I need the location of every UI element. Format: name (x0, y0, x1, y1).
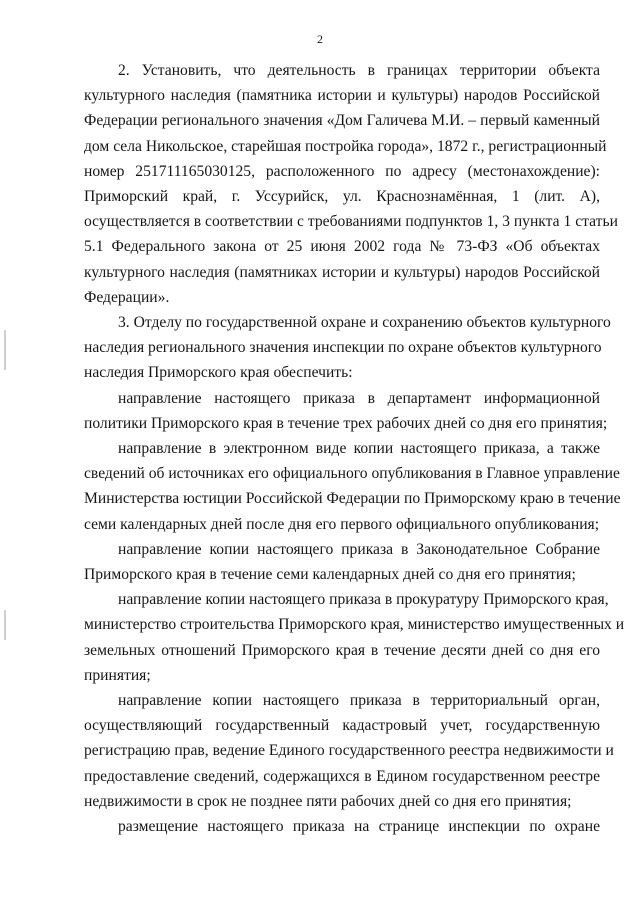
text-line: министерство строительства Приморского края, министерство имущественных и (84, 616, 625, 634)
text-line: семи календарных дней после дня его первого официального опубликования; (84, 515, 600, 533)
paragraph (84, 386, 608, 436)
scan-margin-mark (4, 610, 6, 640)
paragraph (84, 58, 618, 310)
text-line: направление копии настоящего приказа в территориальный орган, (118, 692, 600, 710)
text-line: предоставление сведений, содержащихся в Едином государственном реестре (84, 767, 600, 785)
text-line: земельных отношений Приморского края в течение десяти дней со дня его (84, 641, 600, 659)
text-line: 3. Отделу по государственной охране и сохранению объектов культурного (118, 314, 611, 332)
text-line: политики Приморского края в течение трех рабочих дней со дня его принятия; (84, 414, 608, 432)
document-body (84, 58, 625, 839)
text-line: наследия Приморского края обеспечить: (84, 364, 353, 382)
text-line: направление копии настоящего приказа в Законодательное Собрание (118, 540, 600, 558)
text-line: наследия регионального значения инспекции по охране объектов культурного (84, 339, 602, 357)
text-line: принятия; (84, 666, 151, 684)
paragraph (84, 310, 611, 386)
text-line: Федерации». (84, 288, 170, 306)
paragraph (84, 587, 625, 688)
text-line: направление копии настоящего приказа в прокуратуру Приморского края, (118, 591, 609, 609)
text-line: размещение настоящего приказа на странице инспекции по охране (118, 818, 600, 836)
text-line: направление настоящего приказа в департамент информационной (118, 389, 600, 407)
text-line: 2. Установить, что деятельность в границах территории объекта (118, 62, 600, 79)
text-line: Федерации регионального значения «Дом Галичева М.И. – первый каменный (84, 112, 600, 130)
paragraph (84, 814, 600, 839)
text-line: 5.1 Федерального закона от 25 июня 2002 года № 73-ФЗ «Об объектах (84, 238, 600, 256)
page-number: 2 (317, 32, 323, 46)
text-line: культурного наследия (памятника истории и культуры) народов Российской (84, 87, 600, 105)
text-line: культурного наследия (памятниках истории и культуры) народов Российской (84, 263, 600, 281)
paragraph (84, 688, 614, 814)
text-line: Приморский край, г. Уссурийск, ул. Краснознамённая, 1 (лит. А), (84, 188, 600, 206)
text-line: осуществляющий государственный кадастровый учет, государственную (84, 717, 600, 735)
text-line: номер 251711165030125, расположенного по адресу (местонахождение): (84, 162, 600, 180)
paragraph (84, 436, 621, 537)
text-line: регистрацию прав, ведение Единого государственного реестра недвижимости и (84, 742, 614, 760)
text-line: осуществляется в соответствии с требованиями подпунктов 1, 3 пункта 1 статьи (84, 213, 618, 231)
scan-margin-mark (4, 330, 6, 370)
text-line: сведений об источниках его официального опубликования в Главное управление (84, 465, 620, 483)
text-line: направление в электронном виде копии настоящего приказа, а также (118, 440, 600, 458)
text-line: дом села Никольское, старейшая постройка города», 1872 г., регистрационный (84, 137, 607, 155)
paragraph (84, 537, 600, 587)
text-line: Министерства юстиции Российской Федерации по Приморскому краю в течение (84, 490, 621, 508)
text-line: Приморского края в течение семи календарных дней со дня его принятия; (84, 566, 576, 584)
text-line: недвижимости в срок не позднее пяти рабочих дней со дня его принятия; (84, 792, 572, 810)
